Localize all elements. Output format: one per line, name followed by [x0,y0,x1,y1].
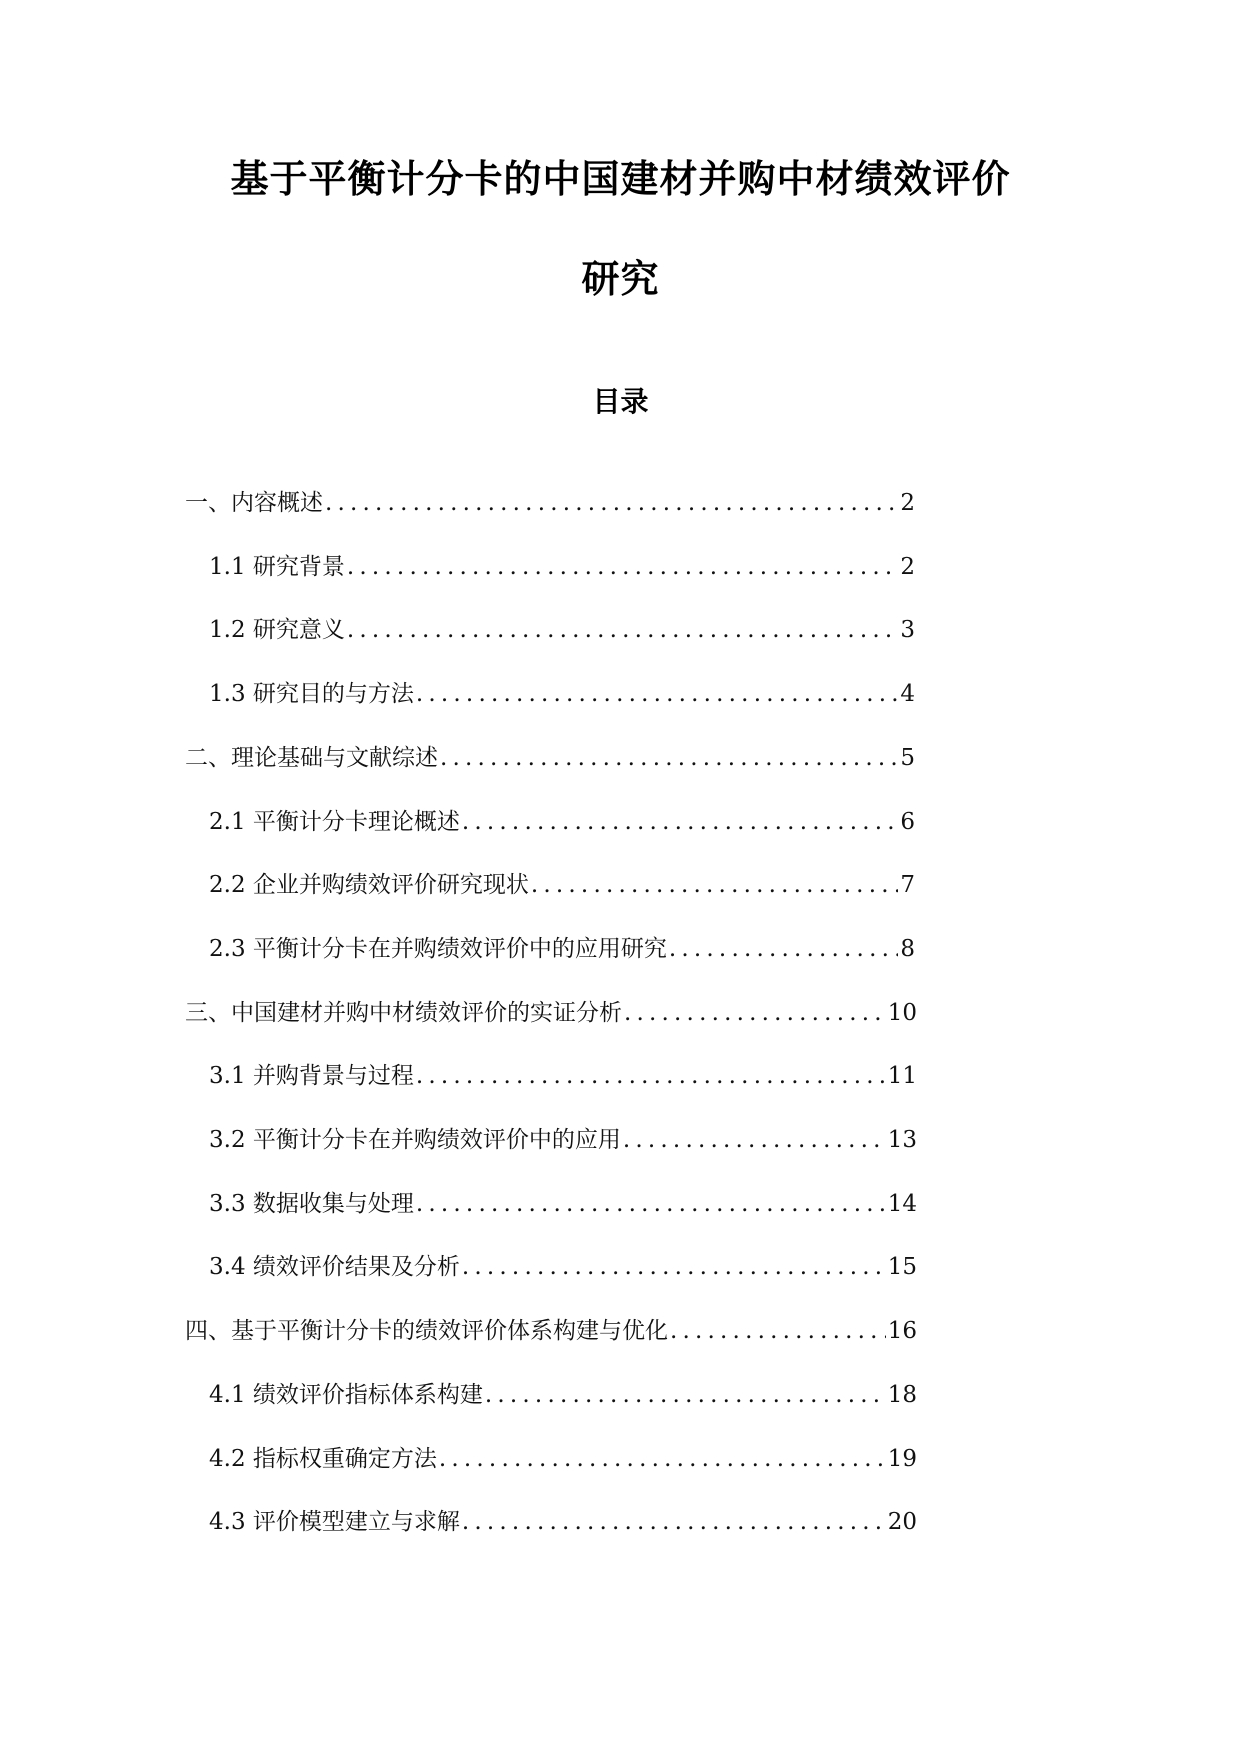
toc-dot-leader [416,681,898,707]
toc-entry[interactable] [209,930,915,970]
toc-entry[interactable] [209,1248,917,1288]
toc-dot-leader [416,1191,886,1217]
toc-entry-label: 二、理论基础与文献综述 [185,745,438,771]
toc-entry-label: 4.3 评价模型建立与求解 [209,1509,460,1535]
toc-entry[interactable] [185,1312,917,1352]
toc-entry[interactable] [209,675,915,715]
toc-entry-page-number: 8 [900,936,915,962]
toc-entry-label: 2.2 企业并购绩效评价研究现状 [209,872,529,898]
toc-entry-page-number: 19 [887,1446,917,1472]
toc-entry-label: 1.3 研究目的与方法 [209,681,414,707]
toc-dot-leader [669,936,898,962]
toc-entry-page-number: 10 [887,1000,917,1026]
toc-entry-page-number: 16 [887,1318,917,1344]
toc-entry-label: 3.2 平衡计分卡在并购绩效评价中的应用 [209,1127,621,1153]
toc-entry-label: 四、基于平衡计分卡的绩效评价体系构建与优化 [185,1318,668,1344]
toc-entry-label: 三、中国建材并购中材绩效评价的实证分析 [185,1000,622,1026]
toc-entry[interactable] [209,548,915,588]
toc-dot-leader [531,872,898,898]
toc-entry[interactable] [209,1440,917,1480]
document-title-line-2: 研究 [581,256,660,301]
toc-entry[interactable] [185,739,915,779]
toc-entry-label: 2.1 平衡计分卡理论概述 [209,809,460,835]
toc-dot-leader [439,1446,886,1472]
toc-entry[interactable] [185,994,917,1034]
toc-entry-label: 2.3 平衡计分卡在并购绩效评价中的应用研究 [209,936,667,962]
toc-entry[interactable] [209,1376,917,1416]
document-title-line-1: 基于平衡计分卡的中国建材并购中材绩效评价 [230,156,1011,201]
toc-entry-page-number: 7 [900,872,915,898]
toc-entry-label: 3.3 数据收集与处理 [209,1191,414,1217]
toc-entry[interactable] [209,866,915,906]
toc-entry[interactable] [185,484,915,524]
toc-entry-label: 1.1 研究背景 [209,554,345,580]
toc-entry[interactable] [209,1185,917,1225]
toc-entry-page-number: 11 [887,1063,917,1089]
toc-entry-page-number: 2 [900,490,915,516]
toc-entry-label: 3.4 绩效评价结果及分析 [209,1254,460,1280]
toc-entry[interactable] [209,1503,917,1543]
toc-entry[interactable] [209,1057,917,1097]
toc-heading: 目录 [592,385,649,418]
toc-entry-label: 4.2 指标权重确定方法 [209,1446,437,1472]
toc-dot-leader [347,617,898,643]
toc-entry[interactable] [209,611,915,651]
toc-entry-page-number: 14 [887,1191,917,1217]
toc-entry[interactable] [209,1121,917,1161]
toc-dot-leader [462,809,898,835]
toc-entry-page-number: 6 [900,809,915,835]
toc-entry-page-number: 18 [887,1382,917,1408]
toc-entry-label: 一、内容概述 [185,490,323,516]
toc-entry-page-number: 3 [900,617,915,643]
toc-entry-page-number: 20 [887,1509,917,1535]
toc-entry-page-number: 2 [900,554,915,580]
toc-dot-leader [462,1509,886,1535]
toc-dot-leader [416,1063,886,1089]
toc-dot-leader [623,1127,886,1153]
toc-entry-label: 3.1 并购背景与过程 [209,1063,414,1089]
toc-dot-leader [440,745,898,771]
toc-dot-leader [485,1382,886,1408]
toc-entry[interactable] [209,803,915,843]
toc-entry-page-number: 13 [887,1127,917,1153]
toc-dot-leader [325,490,898,516]
toc-entry-page-number: 5 [900,745,915,771]
toc-entry-page-number: 4 [900,681,915,707]
toc-dot-leader [624,1000,886,1026]
toc-entry-label: 4.1 绩效评价指标体系构建 [209,1382,483,1408]
toc-entry-label: 1.2 研究意义 [209,617,345,643]
toc-dot-leader [462,1254,886,1280]
toc-entry-page-number: 15 [887,1254,917,1280]
toc-dot-leader [670,1318,886,1344]
toc-dot-leader [347,554,898,580]
